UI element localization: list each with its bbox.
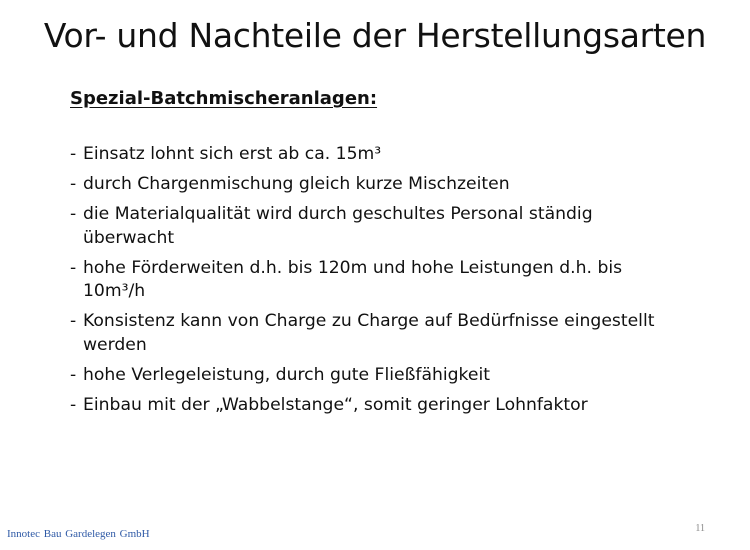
bullet-marker: - [70,394,77,415]
bullet-marker: - [70,174,77,194]
slide-title: Vor- und Nachteile der Herstellungsarten [43,16,707,55]
bullet-list [70,143,710,424]
footer-company-name: Innotec Bau Gardelegen GmbH [7,528,150,540]
bullet-text-continuation: 10m³/h [83,281,146,301]
bullet-marker: - [70,311,77,331]
bullet-text-continuation: überwacht [83,227,175,248]
bullet-item [70,257,710,304]
bullet-marker: - [70,257,77,278]
bullet-item [70,364,710,388]
bullet-text: durch Chargenmischung gleich kurze Mischzeiten [83,174,510,194]
page-number: 11 [695,523,705,534]
bullet-text: Einsatz lohnt sich erst ab ca. 15m³ [83,144,382,164]
bullet-item [70,143,710,167]
slide-subheading: Spezial-Batchmischeranlagen: [70,88,378,109]
bullet-text: Einbau mit der „Wabbelstange“, somit geringer Lohnfaktor [83,394,588,415]
bullet-text: Konsistenz kann von Charge zu Charge auf Bedürfnisse eingestellt [83,311,655,331]
bullet-item [70,310,710,357]
bullet-marker: - [70,144,77,164]
bullet-item [70,173,710,197]
bullet-marker: - [70,364,77,385]
bullet-item [70,394,710,418]
bullet-text: die Materialqualität wird durch geschultes Personal ständig [83,204,593,224]
bullet-item [70,203,710,250]
bullet-marker: - [70,204,77,224]
bullet-text: hohe Förderweiten d.h. bis 120m und hohe Leistungen d.h. bis [83,257,623,278]
bullet-text-continuation: werden [83,334,147,355]
bullet-text: hohe Verlegeleistung, durch gute Fließfähigkeit [83,364,490,385]
